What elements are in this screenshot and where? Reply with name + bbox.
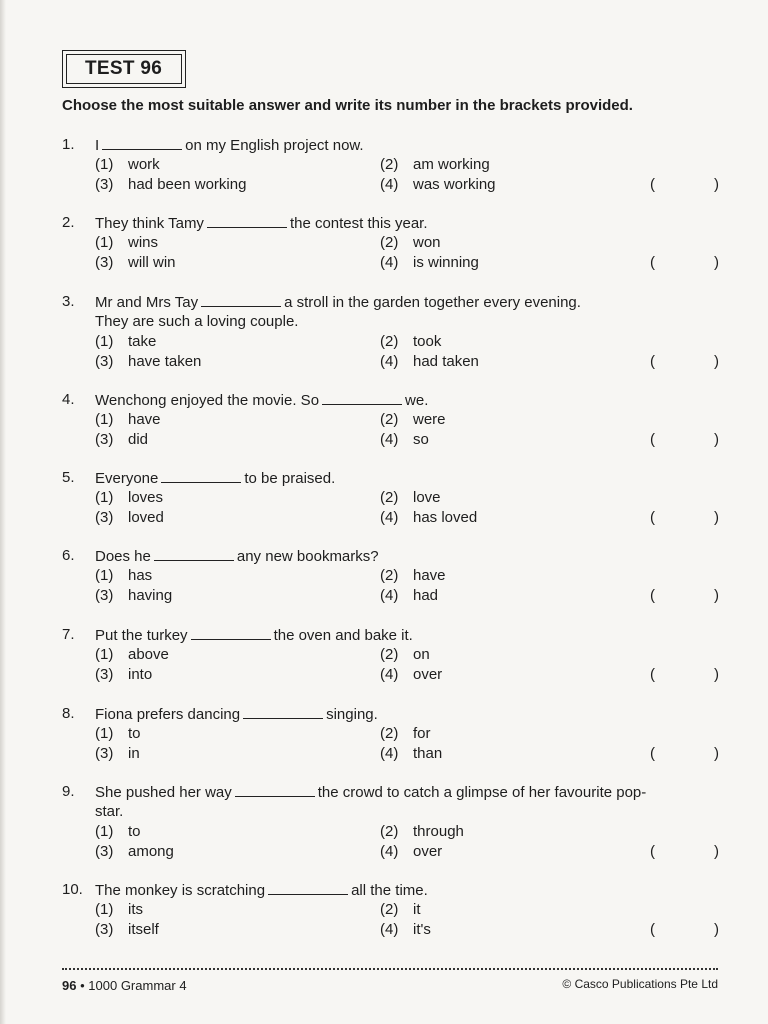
answer-bracket-close: ) (714, 353, 719, 370)
answer-bracket-field[interactable] (662, 842, 710, 862)
option-number: (4) (380, 353, 399, 370)
option-number: (2) (380, 411, 399, 428)
option-text: took (413, 333, 442, 350)
answer-option (95, 155, 160, 175)
answer-blank[interactable] (207, 213, 287, 228)
answer-bracket-open: ( (650, 254, 655, 271)
answer-bracket-field[interactable] (662, 175, 710, 195)
answer-option (95, 744, 140, 764)
answer-option (95, 352, 201, 372)
test-title-box (62, 50, 186, 88)
option-text: love (413, 489, 441, 506)
answer-option (95, 900, 143, 920)
answer-option (95, 822, 141, 842)
option-text: to (128, 725, 141, 742)
answer-blank[interactable] (322, 390, 402, 405)
question-text-after: the oven and bake it. (273, 627, 413, 644)
answer-bracket-field[interactable] (662, 920, 710, 940)
option-number: (1) (95, 489, 114, 506)
answer-option (95, 645, 169, 665)
option-text: has loved (413, 509, 478, 526)
option-text: have taken (128, 353, 202, 370)
answer-option (380, 842, 442, 862)
option-number: (3) (95, 509, 114, 526)
question-text-after: on my English project now. (185, 137, 364, 154)
question-text-after: we. (405, 392, 429, 409)
answer-blank[interactable] (201, 292, 281, 307)
option-number: (2) (380, 823, 399, 840)
option-number: (3) (95, 843, 114, 860)
question-text-after: all the time. (351, 882, 428, 899)
question-number: 10. (62, 881, 83, 898)
answer-option (95, 430, 148, 450)
option-number: (2) (380, 646, 399, 663)
answer-option (380, 155, 490, 175)
option-text: is winning (413, 254, 479, 271)
option-text: into (128, 666, 153, 683)
option-text: will win (128, 254, 176, 271)
question-text (95, 468, 335, 489)
option-text: wins (128, 234, 159, 251)
answer-blank[interactable] (154, 546, 234, 561)
option-text: than (413, 745, 443, 762)
option-text: did (128, 431, 149, 448)
option-text: for (413, 725, 431, 742)
option-number: (3) (95, 921, 114, 938)
option-number: (2) (380, 901, 399, 918)
option-number: (4) (380, 254, 399, 271)
answer-bracket-open: ( (650, 587, 655, 604)
question-text-before: They think Tamy (95, 215, 204, 232)
question-text (95, 292, 581, 313)
answer-blank[interactable] (102, 135, 182, 150)
option-number: (2) (380, 333, 399, 350)
answer-bracket-open: ( (650, 509, 655, 526)
footer-page-info (62, 978, 187, 993)
option-number: (2) (380, 489, 399, 506)
answer-bracket-field[interactable] (662, 253, 710, 273)
answer-option (380, 233, 441, 253)
page-edge-shadow (0, 0, 6, 1024)
answer-bracket-close: ) (714, 843, 719, 860)
answer-bracket-open: ( (650, 666, 655, 683)
option-number: (3) (95, 353, 114, 370)
answer-blank[interactable] (191, 625, 271, 640)
option-number: (3) (95, 254, 114, 271)
footer-bullet: • (80, 978, 85, 993)
answer-bracket-open: ( (650, 745, 655, 762)
option-number: (2) (380, 156, 399, 173)
answer-option (380, 175, 496, 195)
answer-option (380, 744, 442, 764)
answer-option (95, 332, 156, 352)
option-text: over (413, 666, 443, 683)
option-text: having (128, 587, 173, 604)
answer-option (95, 586, 172, 606)
question-text (95, 546, 379, 567)
answer-option (95, 175, 246, 195)
answer-option (380, 900, 421, 920)
question-number: 5. (62, 469, 75, 486)
option-number: (4) (380, 921, 399, 938)
question-text-after: any new bookmarks? (236, 548, 379, 565)
question-text-after: a stroll in the garden together every evening. (284, 294, 581, 311)
answer-option (95, 508, 164, 528)
question-text (95, 213, 428, 234)
option-number: (2) (380, 567, 399, 584)
question-text (95, 390, 428, 411)
option-text: work (128, 156, 160, 173)
question-text-before: She pushed her way (95, 784, 232, 801)
question-text (95, 782, 646, 803)
answer-bracket-close: ) (714, 745, 719, 762)
instruction-text: Choose the most suitable answer and write its number in the brackets provided. (62, 97, 633, 114)
question-text (95, 625, 413, 646)
question-number: 9. (62, 783, 75, 800)
answer-option (380, 586, 438, 606)
question-text-continued: They are such a loving couple. (95, 313, 299, 330)
option-text: over (413, 843, 443, 860)
answer-bracket-close: ) (714, 431, 719, 448)
answer-option (380, 665, 442, 685)
answer-option (380, 410, 446, 430)
answer-option (95, 842, 174, 862)
option-text: in (128, 745, 140, 762)
option-text: loved (128, 509, 164, 526)
answer-bracket-close: ) (714, 666, 719, 683)
answer-option (380, 822, 464, 842)
option-text: had (413, 587, 439, 604)
answer-bracket-open: ( (650, 431, 655, 448)
option-text: won (413, 234, 441, 251)
answer-bracket-close: ) (714, 254, 719, 271)
option-number: (3) (95, 745, 114, 762)
question-number: 4. (62, 391, 75, 408)
footer-book-title: 1000 Grammar 4 (88, 978, 187, 993)
option-number: (1) (95, 567, 114, 584)
answer-bracket-open: ( (650, 176, 655, 193)
test-title: TEST 96 (66, 54, 182, 84)
option-number: (3) (95, 666, 114, 683)
question-number: 6. (62, 547, 75, 564)
question-text-before: I (95, 137, 100, 154)
option-text: through (413, 823, 464, 840)
question-text-before: Does he (95, 548, 151, 565)
option-number: (1) (95, 156, 114, 173)
answer-bracket-field[interactable] (662, 665, 710, 685)
option-number: (1) (95, 901, 114, 918)
option-number: (1) (95, 411, 114, 428)
answer-option (380, 645, 430, 665)
option-text: its (128, 901, 143, 918)
option-number: (1) (95, 725, 114, 742)
option-text: take (128, 333, 157, 350)
option-number: (1) (95, 333, 114, 350)
question-number: 2. (62, 214, 75, 231)
answer-blank[interactable] (268, 880, 348, 895)
answer-option (95, 233, 158, 253)
question-text-after: the crowd to catch a glimpse of her favourite pop- (317, 784, 647, 801)
option-text: it's (413, 921, 431, 938)
answer-bracket-open: ( (650, 843, 655, 860)
answer-option (380, 724, 431, 744)
question-text-before: Everyone (95, 470, 159, 487)
option-text: among (128, 843, 174, 860)
answer-option (380, 352, 479, 372)
answer-bracket-close: ) (714, 509, 719, 526)
option-number: (4) (380, 666, 399, 683)
option-number: (4) (380, 509, 399, 526)
answer-option (95, 253, 176, 273)
option-text: had taken (413, 353, 479, 370)
answer-bracket-close: ) (714, 176, 719, 193)
answer-option (380, 566, 446, 586)
question-text-continued: star. (95, 803, 124, 820)
question-number: 3. (62, 293, 75, 310)
option-number: (4) (380, 176, 399, 193)
option-number: (3) (95, 176, 114, 193)
option-number: (2) (380, 725, 399, 742)
option-text: above (128, 646, 169, 663)
answer-option (95, 488, 163, 508)
question-number: 8. (62, 705, 75, 722)
question-text-before: Mr and Mrs Tay (95, 294, 199, 311)
option-text: on (413, 646, 430, 663)
option-text: was working (413, 176, 496, 193)
answer-option (380, 253, 479, 273)
option-number: (4) (380, 745, 399, 762)
answer-bracket-field[interactable] (662, 744, 710, 764)
question-text (95, 704, 378, 725)
option-text: has (128, 567, 153, 584)
answer-option (380, 430, 429, 450)
question-text-before: Fiona prefers dancing (95, 706, 241, 723)
answer-bracket-open: ( (650, 353, 655, 370)
footer-copyright: © Casco Publications Pte Ltd (562, 977, 718, 991)
option-text: so (413, 431, 429, 448)
answer-bracket-open: ( (650, 921, 655, 938)
answer-blank[interactable] (161, 468, 241, 483)
option-text: loves (128, 489, 164, 506)
option-number: (1) (95, 823, 114, 840)
answer-option (380, 508, 477, 528)
option-number: (4) (380, 843, 399, 860)
option-number: (2) (380, 234, 399, 251)
option-number: (4) (380, 587, 399, 604)
answer-option (95, 665, 152, 685)
option-text: have (128, 411, 161, 428)
question-text-before: Put the turkey (95, 627, 188, 644)
answer-bracket-field[interactable] (662, 586, 710, 606)
footer-page-number: 96 (62, 978, 77, 993)
option-number: (1) (95, 234, 114, 251)
answer-bracket-field[interactable] (662, 430, 710, 450)
question-text-after: the contest this year. (289, 215, 428, 232)
answer-option (95, 566, 152, 586)
answer-blank[interactable] (235, 782, 315, 797)
question-text-after: to be praised. (244, 470, 336, 487)
answer-option (380, 920, 431, 940)
answer-bracket-field[interactable] (662, 508, 710, 528)
question-text (95, 880, 428, 901)
option-number: (3) (95, 431, 114, 448)
option-text: to (128, 823, 141, 840)
question-number: 1. (62, 136, 75, 153)
question-text-after: singing. (326, 706, 378, 723)
option-text: were (413, 411, 446, 428)
option-number: (1) (95, 646, 114, 663)
answer-blank[interactable] (243, 704, 323, 719)
question-text-before: Wenchong enjoyed the movie. So (95, 392, 320, 409)
option-number: (3) (95, 587, 114, 604)
answer-bracket-close: ) (714, 921, 719, 938)
answer-option (95, 724, 141, 744)
answer-option (95, 920, 159, 940)
option-text: had been working (128, 176, 247, 193)
question-text (95, 135, 364, 156)
answer-option (380, 332, 441, 352)
answer-bracket-close: ) (714, 587, 719, 604)
option-text: it (413, 901, 421, 918)
answer-option (380, 488, 441, 508)
question-number: 7. (62, 626, 75, 643)
question-text-before: The monkey is scratching (95, 882, 266, 899)
footer-divider (62, 968, 718, 970)
answer-option (95, 410, 161, 430)
option-text: have (413, 567, 446, 584)
option-number: (4) (380, 431, 399, 448)
answer-bracket-field[interactable] (662, 352, 710, 372)
option-text: am working (413, 156, 490, 173)
option-text: itself (128, 921, 159, 938)
